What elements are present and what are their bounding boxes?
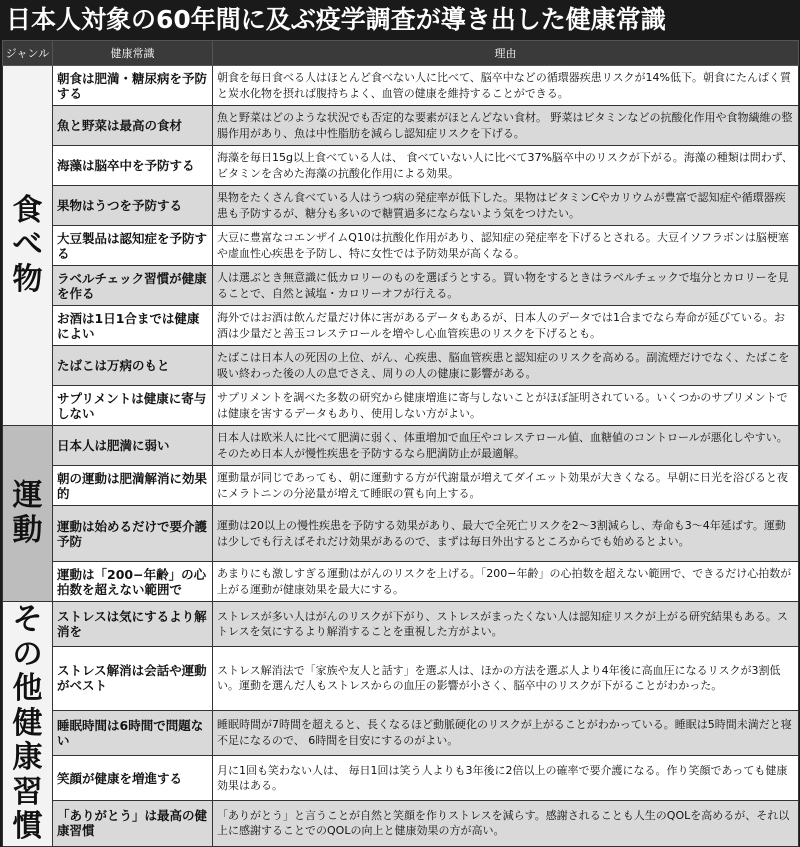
table-row	[3, 346, 799, 386]
table-row	[3, 506, 799, 562]
header-reason: 理由	[213, 41, 799, 66]
knowledge-cell: 果物はうつを予防する	[53, 186, 213, 226]
reason-cell: 睡眠時間が7時間を超えると、長くなるほど動脈硬化のリスクが上がることがわかっている。睡眠は5時間未満だと寝不足になるので、 6時間を目安にするのがよい。	[213, 710, 799, 755]
knowledge-cell: 睡眠時間は6時間で問題ない	[53, 710, 213, 755]
knowledge-cell: 「ありがとう」は最高の健康習慣	[53, 801, 213, 846]
knowledge-cell: ストレスは気にするより解消を	[53, 602, 213, 647]
table-row	[3, 146, 799, 186]
table-row	[3, 106, 799, 146]
reason-cell: 果物をたくさん食べている人はうつ病の発症率が低下した。果物はビタミンCやカリウムが豊富で認知症や循環器疾患も予防するが、糖分も多いので糖質過多にならないよう気をつけたい。	[213, 186, 799, 226]
reason-cell: 大豆に豊富なコエンザイムQ10は抗酸化作用があり、認知症の発症率を下げるとされる。大豆イソフラボンは脳梗塞や虚血性心疾患を予防し、特に女性では予防効果が高くなる。	[213, 226, 799, 266]
knowledge-cell: 朝食は肥満・糖尿病を予防する	[53, 66, 213, 106]
table-row	[3, 66, 799, 106]
health-table	[2, 40, 799, 847]
reason-cell: たばこは日本人の死因の上位、がん、心疾患、脳血管疾患と認知症のリスクを高める。副流煙だけでなく、たばこを吸い終わった後の人の息でさえ、周りの人の健康に影響がある。	[213, 346, 799, 386]
header-knowledge: 健康常識	[53, 41, 213, 66]
table-row	[3, 647, 799, 710]
page-title: 日本人対象の60年間に及ぶ疫学調査が導き出した健康常識	[6, 5, 666, 34]
reason-cell: ストレス解消法で「家族や友人と話す」を選ぶ人は、ほかの方法を選ぶ人より4年後に高血圧になるリスクが3割低い。運動を選んだ人もストレスからの血圧の影響が小さく、脳卒中のリスクが下がることがわかった。	[213, 647, 799, 710]
table-row	[3, 226, 799, 266]
knowledge-cell: 運動は始めるだけで要介護予防	[53, 506, 213, 562]
reason-cell: 運動量が同じであっても、朝に運動する方が代謝量が増えてダイエット効果が大きくなる。早朝に日光を浴びると夜にメラトニンの分泌量が増えて睡眠の質も向上する。	[213, 466, 799, 506]
table-row	[3, 562, 799, 602]
table-row	[3, 801, 799, 846]
table-row	[3, 386, 799, 426]
table-row	[3, 426, 799, 466]
reason-cell: 海外ではお酒は飲んだ量だけ体に害があるデータもあるが、日本人のデータでは1合までなら寿命が延びている。お酒は少量だと善玉コレステロールを増やし心血管疾患のリスクを下げるとも。	[213, 306, 799, 346]
knowledge-cell: ストレス解消は会話や運動がベスト	[53, 647, 213, 710]
knowledge-cell: 朝の運動は肥満解消に効果的	[53, 466, 213, 506]
header-genre: ジャンル	[3, 41, 53, 66]
knowledge-cell: 大豆製品は認知症を予防する	[53, 226, 213, 266]
genre-food: 食べ物	[3, 66, 53, 426]
knowledge-cell: 運動は「200−年齢」の心拍数を超えない範囲で	[53, 562, 213, 602]
table-row	[3, 186, 799, 226]
table-header	[3, 41, 799, 66]
reason-cell: 月に1回も笑わない人は、 毎日1回は笑う人よりも3年後に2倍以上の確率で要介護になる。作り笑顔であっても健康効果はある。	[213, 755, 799, 800]
reason-cell: 人は選ぶとき無意識に低カロリーのものを選ぼうとする。買い物をするときはラベルチェックで塩分とカロリーを見ることで、自然と減塩・カロリーオフが行える。	[213, 266, 799, 306]
knowledge-cell: 日本人は肥満に弱い	[53, 426, 213, 466]
reason-cell: 海藻を毎日15g以上食べている人は、 食べていない人に比べて37%脳卒中のリスクが下がる。海藻の種類は問わず、ビタミンを含めた海藻の抗酸化作用による効果。	[213, 146, 799, 186]
table-row	[3, 306, 799, 346]
knowledge-cell: 海藻は脳卒中を予防する	[53, 146, 213, 186]
knowledge-cell: ラベルチェック習慣が健康を作る	[53, 266, 213, 306]
reason-cell: あまりにも激しすぎる運動はがんのリスクを上げる。「200−年齢」の心拍数を超えない範囲で、できるだけ心拍数が上がる運動が健康効果を最大にする。	[213, 562, 799, 602]
knowledge-cell: サプリメントは健康に寄与しない	[53, 386, 213, 426]
genre-other: その他健康習慣	[3, 602, 53, 847]
genre-exercise: 運動	[3, 426, 53, 602]
table-row	[3, 266, 799, 306]
reason-cell: 「ありがとう」と言うことが自然と笑顔を作りストレスを減らす。感謝されることも人生のQOLを高めるが、それ以上に感謝することでのQOLの向上と健康効果の方が高い。	[213, 801, 799, 846]
knowledge-cell: 魚と野菜は最高の食材	[53, 106, 213, 146]
reason-cell: 日本人は欧米人に比べて肥満に弱く、体重増加で血圧やコレステロール値、血糖値のコントロールが悪化しやすい。そのため日本人が慢性疾患を予防するなら肥満防止が最適解。	[213, 426, 799, 466]
knowledge-cell: お酒は1日1合までは健康によい	[53, 306, 213, 346]
reason-cell: ストレスが多い人はがんのリスクが下がり、ストレスがまったくない人は認知症リスクが上がる研究結果もある。ストレスを気にするより解消することを重視した方がよい。	[213, 602, 799, 647]
reason-cell: サプリメントを調べた多数の研究から健康増進に寄与しないことがほぼ証明されている。いくつかのサプリメントでは健康を害するデータもあり、使用しない方がよい。	[213, 386, 799, 426]
table-row	[3, 466, 799, 506]
reason-cell: 魚と野菜はどのような状況でも否定的な要素がほとんどない食材。 野菜はビタミンなどの抗酸化作用や食物繊維の整腸作用があり、魚は中性脂肪を減らし認知症リスクを下げる。	[213, 106, 799, 146]
table-row	[3, 755, 799, 800]
table-row	[3, 710, 799, 755]
knowledge-cell: 笑顔が健康を増進する	[53, 755, 213, 800]
reason-cell: 運動は20以上の慢性疾患を予防する効果があり、最大で全死亡リスクを2〜3割減らし、寿命も3〜4年延ばす。運動は少しでも行えばそれだけ効果があるので、まずは毎日外出するところからでも始めるとよい。	[213, 506, 799, 562]
table-row	[3, 602, 799, 647]
reason-cell: 朝食を毎日食べる人はほとんど食べない人に比べて、脳卒中などの循環器疾患リスクが14%低下。朝食にたんぱく質と炭水化物を摂れば腹持ちよく、血管の健康を維持することができる。	[213, 66, 799, 106]
knowledge-cell: たばこは万病のもと	[53, 346, 213, 386]
